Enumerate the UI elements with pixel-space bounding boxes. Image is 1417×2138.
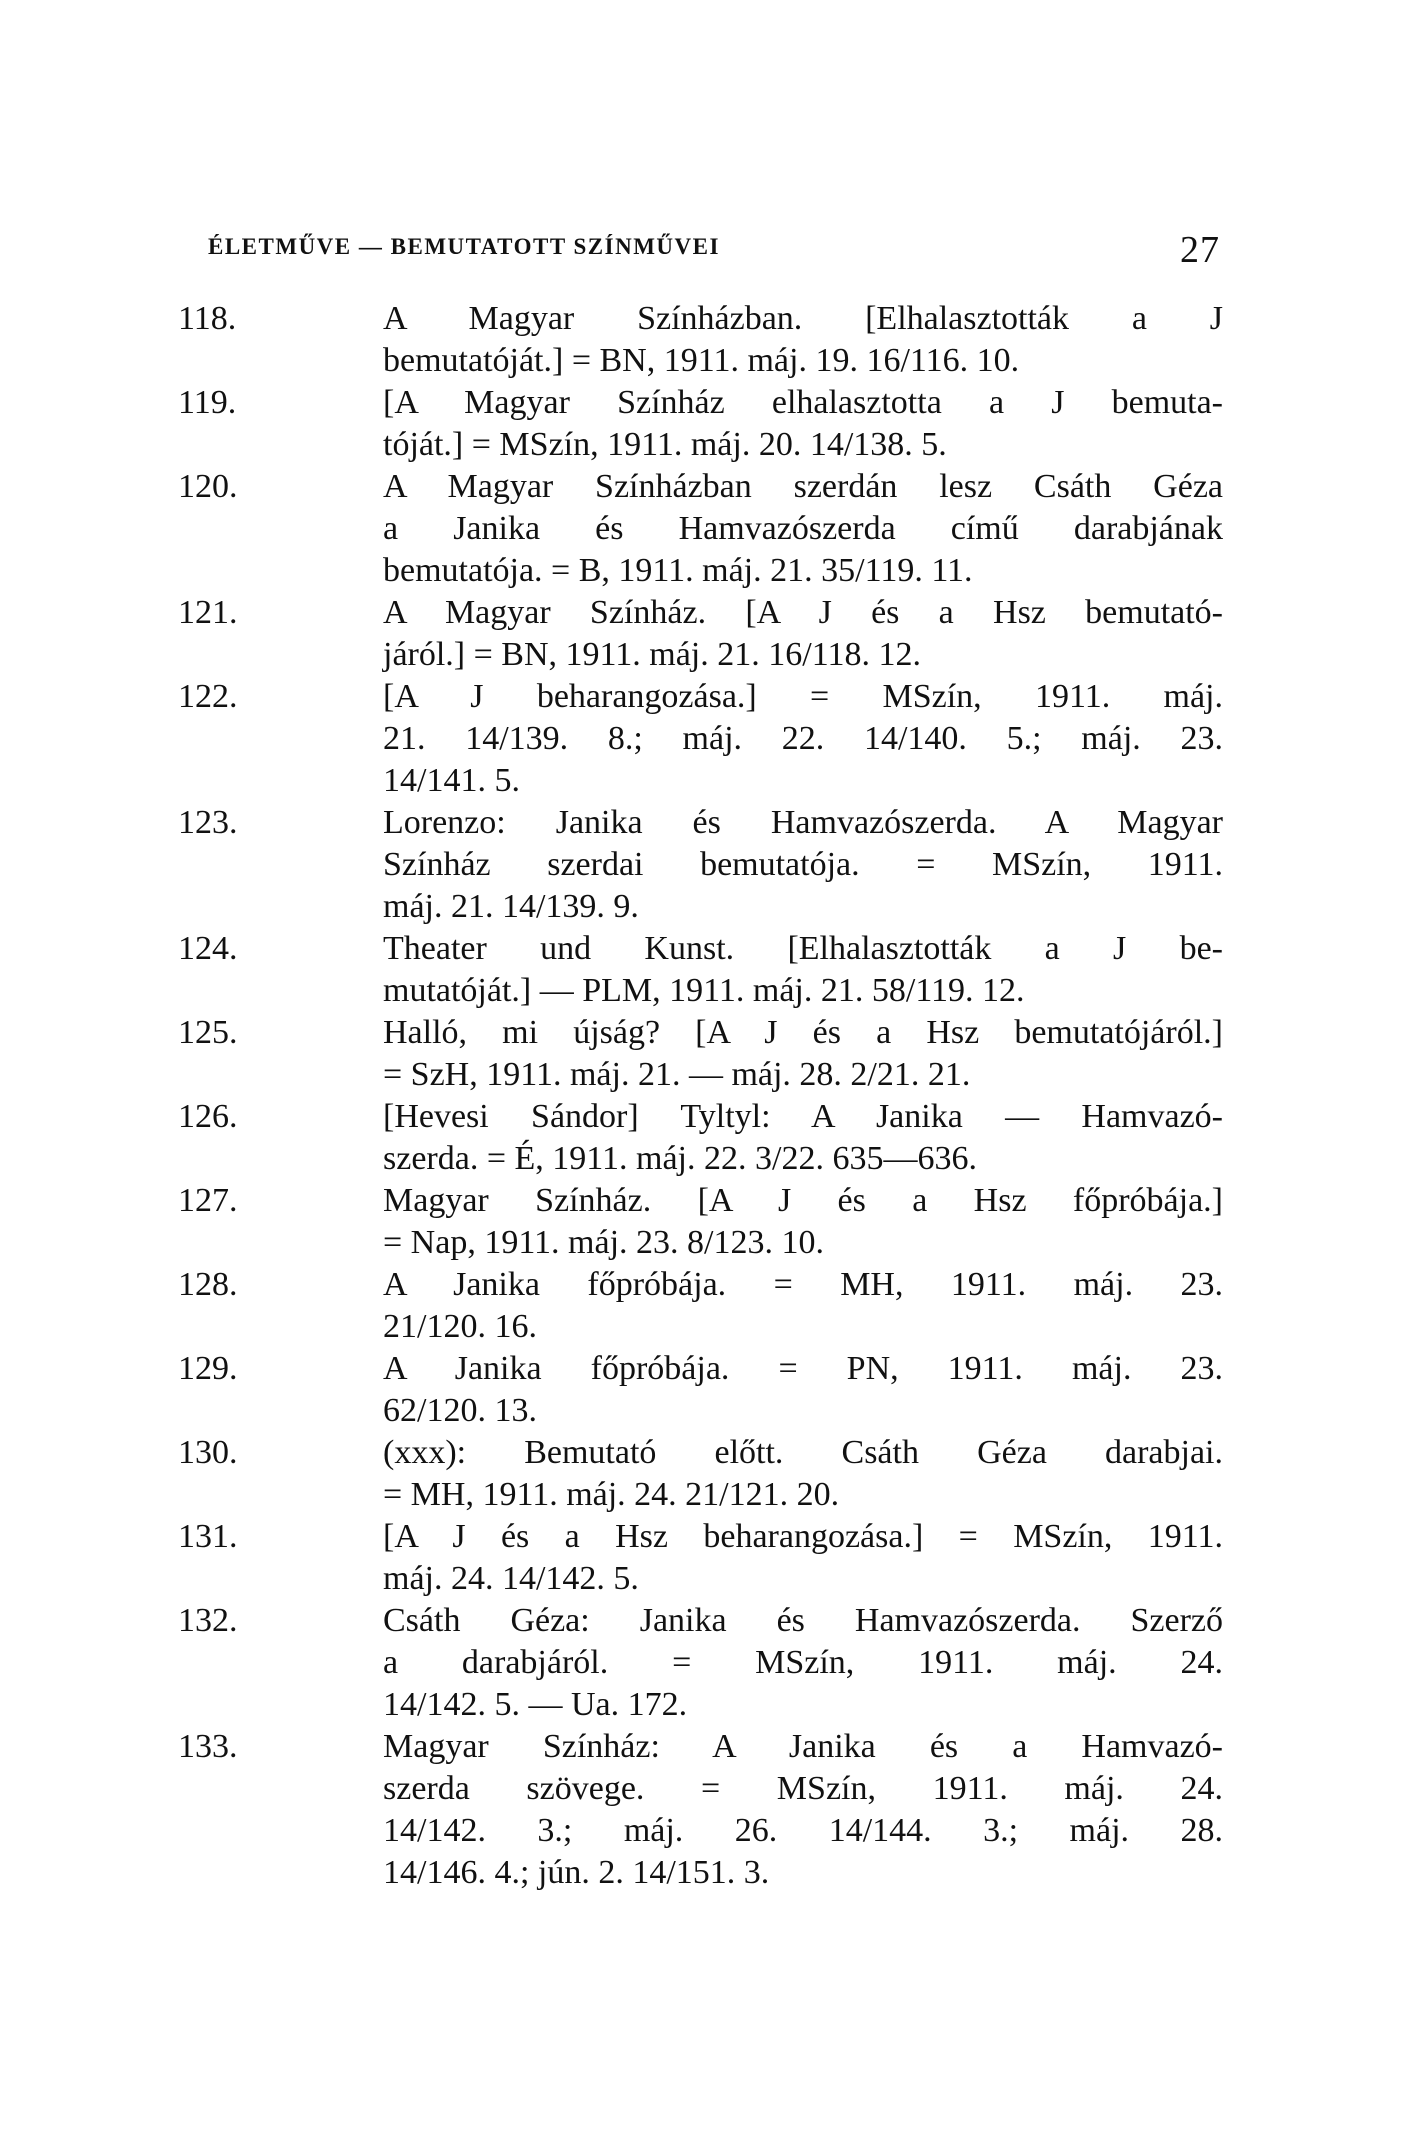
running-header <box>208 228 1220 271</box>
entry-number: 127. <box>178 1182 238 1219</box>
entry-text-line: [A Magyar Színház elhalasztotta a J bemuta- <box>383 384 1223 421</box>
bibliography-entry <box>178 592 1223 676</box>
entry-text-line: 21/120. 16. <box>383 1308 537 1345</box>
entry-text-line: Lorenzo: Janika és Hamvazószerda. A Magyar <box>383 804 1223 841</box>
entry-text <box>383 298 1223 382</box>
entry-number: 123. <box>178 804 238 841</box>
entry-text <box>383 1264 1223 1348</box>
entry-text-line: [A J és a Hsz beharangozása.] = MSzín, 1911. <box>383 1518 1223 1555</box>
entry-text-line: A Magyar Színházban szerdán lesz Csáth Géza <box>383 468 1223 505</box>
entry-text-line: máj. 21. 14/139. 9. <box>383 888 639 925</box>
entry-number: 120. <box>178 468 238 505</box>
bibliography-list <box>178 298 1223 1894</box>
entry-text-line: 62/120. 13. <box>383 1392 537 1429</box>
bibliography-entry <box>178 298 1223 382</box>
entry-number: 126. <box>178 1098 238 1135</box>
bibliography-entry <box>178 928 1223 1012</box>
entry-text-line: mutatóját.] — PLM, 1911. máj. 21. 58/119. 12. <box>383 972 1025 1009</box>
entry-number: 133. <box>178 1728 238 1765</box>
entry-text-line: bemutatója. = B, 1911. máj. 21. 35/119. 11. <box>383 552 973 589</box>
entry-text-line: A Magyar Színházban. [Elhalasztották a J <box>383 300 1223 337</box>
entry-text <box>383 382 1223 466</box>
entry-text-line: A Magyar Színház. [A J és a Hsz bemutató- <box>383 594 1223 631</box>
entry-number: 129. <box>178 1350 238 1387</box>
entry-text-line: 14/142. 5. — Ua. 172. <box>383 1686 688 1723</box>
entry-text-line: Színház szerdai bemutatója. = MSzín, 1911. <box>383 846 1223 883</box>
entry-text-line: 14/141. 5. <box>383 762 520 799</box>
entry-text-line: szerda. = É, 1911. máj. 22. 3/22. 635—636. <box>383 1140 977 1177</box>
bibliography-entry <box>178 1600 1223 1726</box>
entry-text-line: (xxx): Bemutató előtt. Csáth Géza darabjai. <box>383 1434 1223 1471</box>
entry-text <box>383 1348 1223 1432</box>
entry-text-line: = SzH, 1911. máj. 21. — máj. 28. 2/21. 21. <box>383 1056 971 1093</box>
entry-text-line: Magyar Színház. [A J és a Hsz főpróbája.] <box>383 1182 1223 1219</box>
bibliography-entry <box>178 676 1223 802</box>
entry-text <box>383 1726 1223 1894</box>
entry-number: 124. <box>178 930 238 967</box>
entry-text-line: tóját.] = MSzín, 1911. máj. 20. 14/138. 5. <box>383 426 947 463</box>
entry-text-line: járól.] = BN, 1911. máj. 21. 16/118. 12. <box>383 636 921 673</box>
entry-text-line: [Hevesi Sándor] Tyltyl: A Janika — Hamvazó- <box>383 1098 1223 1135</box>
entry-number: 128. <box>178 1266 238 1303</box>
entry-text <box>383 1012 1223 1096</box>
entry-text <box>383 676 1223 802</box>
bibliography-entry <box>178 1726 1223 1894</box>
bibliography-entry <box>178 1432 1223 1516</box>
bibliography-entry <box>178 1180 1223 1264</box>
bibliography-entry <box>178 1012 1223 1096</box>
running-title: ÉLETMŰVE — BEMUTATOTT SZÍNMŰVEI <box>208 234 720 259</box>
entry-text-line: A Janika főpróbája. = PN, 1911. máj. 23. <box>383 1350 1223 1387</box>
entry-text-line: máj. 24. 14/142. 5. <box>383 1560 639 1597</box>
entry-text <box>383 466 1223 592</box>
entry-number: 131. <box>178 1518 238 1555</box>
entry-text-line: Csáth Géza: Janika és Hamvazószerda. Szerző <box>383 1602 1223 1639</box>
bibliography-entry <box>178 1264 1223 1348</box>
entry-text <box>383 802 1223 928</box>
bibliography-entry <box>178 466 1223 592</box>
entry-number: 122. <box>178 678 238 715</box>
entry-text-line: = Nap, 1911. máj. 23. 8/123. 10. <box>383 1224 824 1261</box>
entry-text <box>383 928 1223 1012</box>
entry-text-line: 21. 14/139. 8.; máj. 22. 14/140. 5.; máj. 23. <box>383 720 1223 757</box>
entry-text-line: Theater und Kunst. [Elhalasztották a J be- <box>383 930 1223 967</box>
entry-text <box>383 1432 1223 1516</box>
entry-text-line: 14/146. 4.; jún. 2. 14/151. 3. <box>383 1854 770 1891</box>
entry-text-line: a Janika és Hamvazószerda című darabjának <box>383 510 1223 547</box>
bibliography-entry <box>178 1516 1223 1600</box>
entry-number: 125. <box>178 1014 238 1051</box>
entry-text <box>383 1180 1223 1264</box>
entry-text <box>383 592 1223 676</box>
bibliography-entry <box>178 1348 1223 1432</box>
entry-text <box>383 1516 1223 1600</box>
entry-text-line: Magyar Színház: A Janika és a Hamvazó- <box>383 1728 1223 1765</box>
entry-text-line: A Janika főpróbája. = MH, 1911. máj. 23. <box>383 1266 1223 1303</box>
entry-text-line: 14/142. 3.; máj. 26. 14/144. 3.; máj. 28. <box>383 1812 1223 1849</box>
entry-text-line: Halló, mi újság? [A J és a Hsz bemutatójáról.] <box>383 1014 1223 1051</box>
entry-text-line: a darabjáról. = MSzín, 1911. máj. 24. <box>383 1644 1223 1681</box>
entry-number: 119. <box>178 384 237 421</box>
entry-text-line: = MH, 1911. máj. 24. 21/121. 20. <box>383 1476 840 1513</box>
bibliography-entry <box>178 382 1223 466</box>
entry-text-line: [A J beharangozása.] = MSzín, 1911. máj. <box>383 678 1223 715</box>
entry-text-line: bemutatóját.] = BN, 1911. máj. 19. 16/116. 10. <box>383 342 1020 379</box>
entry-number: 118. <box>178 300 237 337</box>
bibliography-entry <box>178 802 1223 928</box>
entry-number: 132. <box>178 1602 238 1639</box>
entry-text <box>383 1096 1223 1180</box>
entry-text-line: szerda szövege. = MSzín, 1911. máj. 24. <box>383 1770 1223 1807</box>
entry-number: 130. <box>178 1434 238 1471</box>
page-number: 27 <box>1180 229 1220 271</box>
bibliography-entry <box>178 1096 1223 1180</box>
entry-text <box>383 1600 1223 1726</box>
entry-number: 121. <box>178 594 238 631</box>
